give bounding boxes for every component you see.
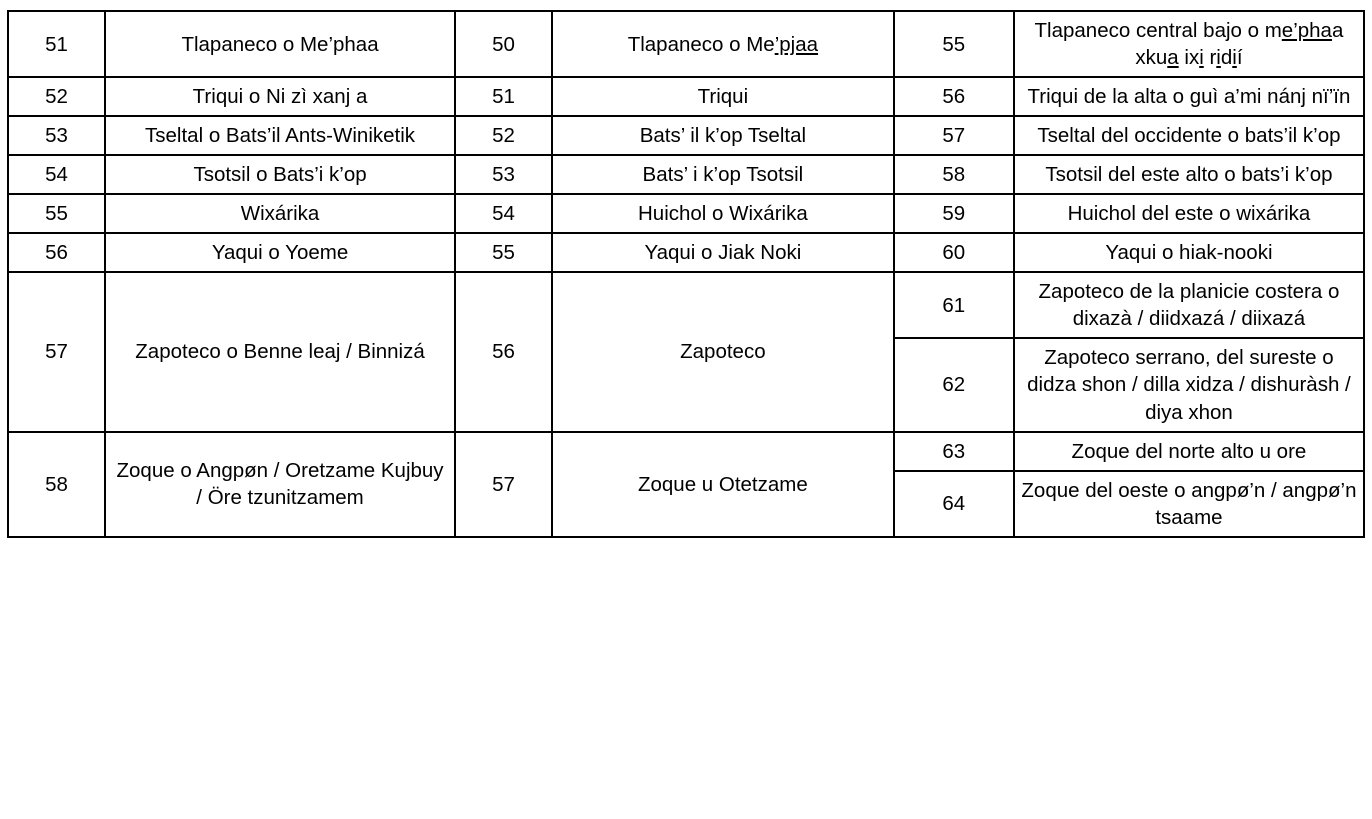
variant-number: 58 (894, 155, 1014, 194)
language-name-a: Wixárika (105, 194, 455, 233)
variant-name: Zoque del norte alto u ore (1014, 432, 1364, 471)
language-name-a: Yaqui o Yoeme (105, 233, 455, 272)
row-number-b: 55 (455, 233, 552, 272)
language-name-a: Zoque o Angpøn / Oretzame Kujbuy / Öre tzunitzamem (105, 432, 455, 537)
variant-number: 57 (894, 116, 1014, 155)
row-number-a: 53 (8, 116, 105, 155)
languages-table (7, 10, 1365, 538)
variant-name: Tsotsil del este alto o bats’i k’op (1014, 155, 1364, 194)
row-number-b: 52 (455, 116, 552, 155)
language-name-b: Bats’ il k’op Tseltal (552, 116, 894, 155)
table-body (8, 11, 1364, 537)
table-row (8, 77, 1364, 116)
variant-name: Tseltal del occidente o bats’il k’op (1014, 116, 1364, 155)
row-number-b: 54 (455, 194, 552, 233)
language-name-b: Triqui (552, 77, 894, 116)
language-name-a: Tsotsil o Bats’i k’op (105, 155, 455, 194)
language-name-b: Bats’ i k’op Tsotsil (552, 155, 894, 194)
document-page (0, 10, 1372, 819)
row-number-b: 53 (455, 155, 552, 194)
variant-number: 55 (894, 11, 1014, 77)
variant-number: 62 (894, 338, 1014, 431)
language-name-a: Triqui o Ni zì xanj a (105, 77, 455, 116)
table-row (8, 11, 1364, 77)
row-number-a: 55 (8, 194, 105, 233)
variant-number: 61 (894, 272, 1014, 338)
variant-number: 60 (894, 233, 1014, 272)
language-name-b: Yaqui o Jiak Noki (552, 233, 894, 272)
language-name-a: Zapoteco o Benne leaj / Binnizá (105, 272, 455, 431)
table-row (8, 233, 1364, 272)
variant-name: Yaqui o hiak-nooki (1014, 233, 1364, 272)
row-number-b: 51 (455, 77, 552, 116)
variant-name: Huichol del este o wixárika (1014, 194, 1364, 233)
row-number-a: 51 (8, 11, 105, 77)
language-name-b: Zoque u Otetzame (552, 432, 894, 537)
row-number-a: 56 (8, 233, 105, 272)
variant-name: Zapoteco de la planicie costera o dixazà / diidxazá / diixazá (1014, 272, 1364, 338)
row-number-b: 56 (455, 272, 552, 431)
table-row (8, 432, 1364, 471)
variant-number: 64 (894, 471, 1014, 537)
row-number-a: 54 (8, 155, 105, 194)
language-name-b: Huichol o Wixárika (552, 194, 894, 233)
variant-name: Tlapaneco central bajo o me’phaa xkua ixi ridií (1014, 11, 1364, 77)
language-name-b: Tlapaneco o Me’pjaa (552, 11, 894, 77)
variant-name: Zoque del oeste o angpø’n / angpø’n tsaame (1014, 471, 1364, 537)
language-name-a: Tseltal o Bats’il Ants-Winiketik (105, 116, 455, 155)
variant-name: Triqui de la alta o guì a’mi nánj nï’ïn (1014, 77, 1364, 116)
variant-name: Zapoteco serrano, del sureste o didza shon / dilla xidza / dishuràsh / diya xhon (1014, 338, 1364, 431)
row-number-b: 50 (455, 11, 552, 77)
row-number-a: 52 (8, 77, 105, 116)
variant-number: 56 (894, 77, 1014, 116)
table-row (8, 155, 1364, 194)
row-number-a: 58 (8, 432, 105, 537)
language-name-a: Tlapaneco o Me’phaa (105, 11, 455, 77)
variant-number: 59 (894, 194, 1014, 233)
table-row (8, 116, 1364, 155)
language-name-b: Zapoteco (552, 272, 894, 431)
variant-number: 63 (894, 432, 1014, 471)
row-number-b: 57 (455, 432, 552, 537)
row-number-a: 57 (8, 272, 105, 431)
table-row (8, 272, 1364, 338)
table-row (8, 194, 1364, 233)
